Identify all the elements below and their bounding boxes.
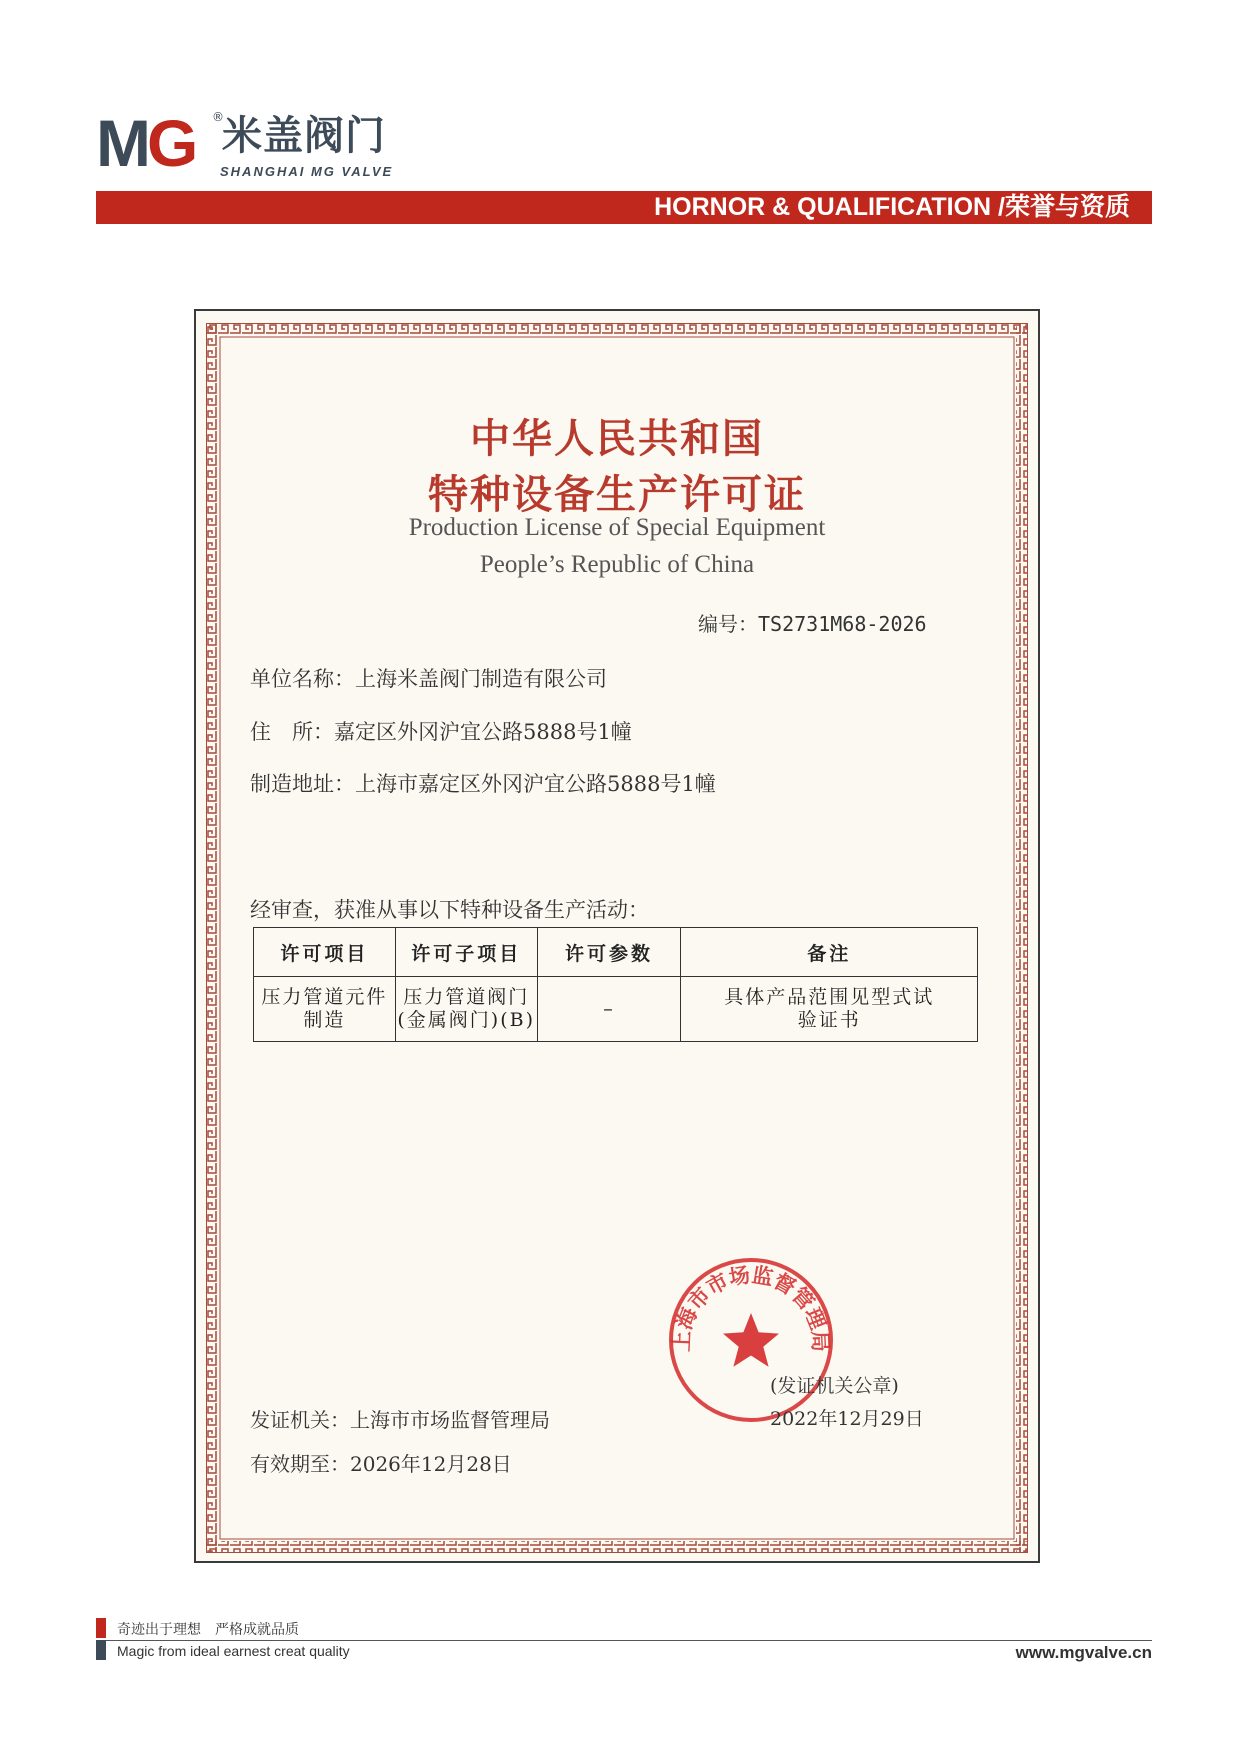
registered-mark: ® [212,110,224,124]
cell-line: 验证书 [797,1009,861,1031]
footer-slogan-chinese: 奇迹出于理想 严格成就品质 [117,1622,299,1638]
seal-text: 上海市市场监督管理局 [669,1262,833,1353]
seal-caption: (发证机关公章) [770,1375,899,1397]
title-chinese-line2: 特种设备生产许可证 [428,472,806,518]
cell-line: (金属阀门)(B) [397,1009,536,1031]
table-row [254,977,978,1042]
valid-until: 有效期至：2026年12月28日 [250,1452,512,1476]
manufacture-address: 制造地址：上海市嘉定区外冈沪宜公路5888号1幢 [250,772,716,796]
title-english-line1: Production License of Special Equipment [408,514,826,541]
header-remark: 备注 [681,928,978,977]
license-number: 编号：TS2731M68-2026 [698,612,927,636]
logo-english-name: SHANGHAI MG VALVE [220,164,394,179]
issue-date: 2022年12月29日 [770,1408,924,1430]
registered-address: 住 所：嘉定区外冈沪宜公路5888号1幢 [250,720,632,744]
footer-dark-mark [96,1640,106,1660]
section-header-bar [96,191,1152,224]
cell-line: 压力管道阀门 [403,986,530,1008]
header-license-parameter: 许可参数 [537,928,681,977]
cell-line: 制造 [303,1009,346,1031]
table-header-row [254,928,978,977]
logo-mark-m: M [96,106,147,180]
footer-slogan-english: Magic from ideal earnest creat quality [117,1643,350,1659]
footer-divider [106,1640,1152,1641]
review-statement: 经审查，获准从事以下特种设备生产活动： [250,898,649,922]
header-license-item: 许可项目 [254,928,396,977]
seal-star-icon [723,1313,779,1367]
title-english-line2: People’s Republic of China [479,551,755,578]
cell-license-item [254,977,396,1042]
section-title: HORNOR & QUALIFICATION /荣誉与资质 [654,193,1130,221]
logo-mark-g: G [146,106,195,180]
cell-line: 压力管道元件 [261,986,388,1008]
header-license-subitem: 许可子项目 [395,928,537,977]
footer-red-mark [96,1618,106,1638]
cell-license-subitem [395,977,537,1042]
cell-license-parameter: – [537,977,681,1042]
certificate [194,309,1040,1563]
logo-chinese-name: 米盖阀门 [222,113,386,159]
license-table [253,927,978,1042]
official-seal [666,1255,836,1425]
cell-line: 具体产品范围见型式试 [724,986,935,1008]
issuing-authority: 发证机关：上海市市场监督管理局 [250,1408,550,1432]
unit-name: 单位名称：上海米盖阀门制造有限公司 [250,667,607,691]
footer-website-link[interactable]: www.mgvalve.cn [1015,1643,1152,1662]
brand-logo [96,106,416,190]
cell-remark [681,977,978,1042]
title-chinese-line1: 中华人民共和国 [470,416,764,462]
logo-mark [96,106,195,180]
